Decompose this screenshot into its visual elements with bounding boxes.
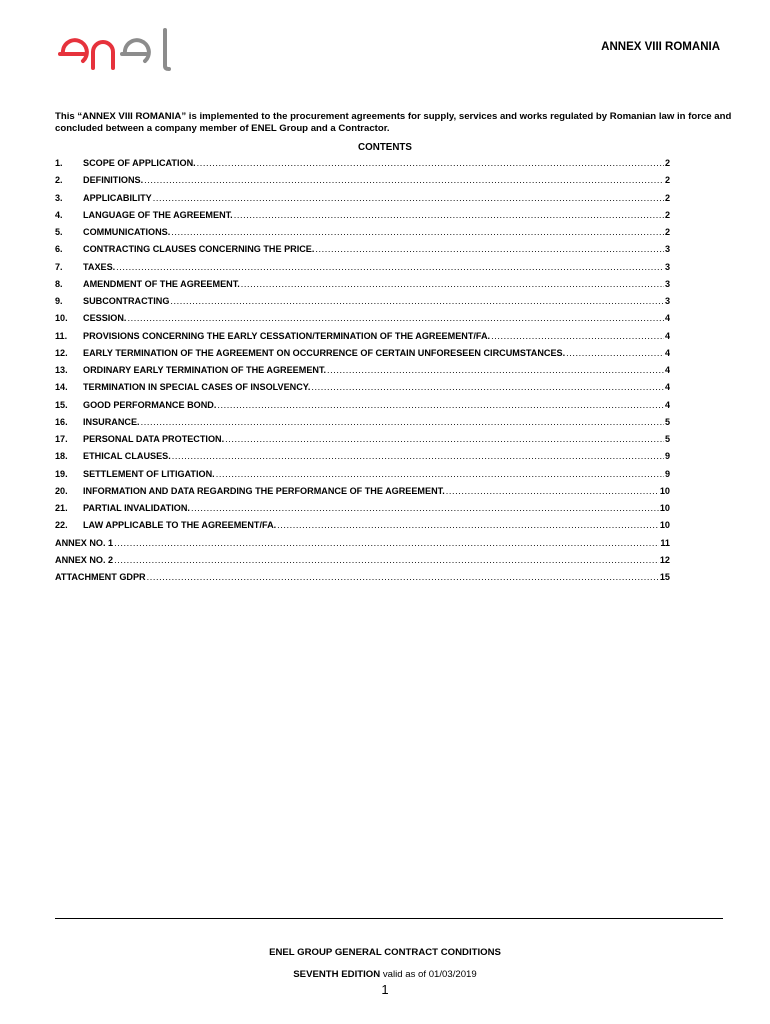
toc-label: DEFINITIONS. [83,175,144,186]
toc-row[interactable] [55,331,670,348]
toc-number: 3. [55,192,63,203]
toc-dot-leader [197,158,664,168]
toc-page-number: 10 [659,503,670,513]
toc-row[interactable] [55,365,670,382]
toc-dot-leader [172,451,664,461]
intro-paragraph: This “ANNEX VIII ROMANIA” is implemented to the procurement agreements for supply, services and works regulated by Romanian law in force and concluded between a company member of ENEL Group and a Contractor. [55,111,732,134]
toc-number: 7. [55,261,63,272]
toc-label: ANNEX NO. 1 [55,537,114,548]
toc-page-number: 2 [664,158,670,168]
toc-dot-leader [315,244,664,254]
toc-dot-leader [171,227,664,237]
toc-row[interactable] [55,227,670,244]
toc-label: GOOD PERFORMANCE BOND. [83,399,217,410]
toc-dot-leader [234,210,664,220]
toc-row[interactable] [55,451,670,468]
edition-label: SEVENTH EDITION [293,969,381,980]
toc-dot-leader [311,382,664,392]
toc-page-number: 10 [659,520,670,531]
toc-number: 18. [55,451,68,462]
toc-page-number: 5 [664,416,670,427]
toc-page-number: 10 [659,485,670,496]
toc-label: APPLICABILITY [83,192,152,203]
toc-row[interactable] [55,520,670,537]
enel-logo [57,26,185,74]
annex-title: ANNEX VIII ROMANIA [601,41,720,53]
toc-dot-leader [147,572,659,582]
toc-label: TERMINATION IN SPECIAL CASES OF INSOLVENCY. [83,382,311,393]
toc-row[interactable] [55,244,670,261]
toc-label: PERSONAL DATA PROTECTION. [83,434,225,444]
page-number: 1 [381,982,389,997]
toc-number: 22. [55,520,68,531]
toc-label: AMENDMENT OF THE AGREEMENT. [83,278,240,289]
toc-dot-leader [566,348,664,358]
toc-dot-leader [116,262,664,272]
toc-number: 6. [55,244,63,255]
toc-number: 21. [55,503,68,513]
toc-number: 1. [55,158,63,168]
toc-label: EARLY TERMINATION OF THE AGREEMENT ON OCCURRENCE OF CERTAIN UNFORESEEN CIRCUMSTANCES. [83,347,566,358]
toc-row[interactable] [55,193,670,210]
toc-label: COMMUNICATIONS. [83,227,171,237]
toc-dot-leader [114,555,659,565]
toc-dot-leader [144,175,664,185]
toc-dot-leader [446,486,659,496]
toc-page-number: 4 [664,365,670,375]
contents-heading: CONTENTS [358,142,412,153]
toc-page-number: 3 [664,244,670,255]
toc-row[interactable] [55,348,670,365]
toc-number: 10. [55,313,68,324]
toc-row[interactable] [55,538,670,555]
toc-dot-leader [170,296,664,306]
toc-page-number: 4 [664,347,670,358]
toc-dot-leader [191,503,659,513]
footer-title: ENEL GROUP GENERAL CONTRACT CONDITIONS [269,947,501,958]
toc-page-number: 3 [664,278,670,289]
footer-edition [0,969,770,980]
toc-row[interactable] [55,313,670,330]
toc-label: PARTIAL INVALIDATION. [83,503,190,513]
toc-row[interactable] [55,262,670,279]
toc-number: 13. [55,365,68,375]
toc-number: 15. [55,399,68,410]
toc-row[interactable] [55,158,670,175]
toc-label: ATTACHMENT GDPR [55,572,146,582]
toc-dot-leader [327,365,664,375]
toc-dot-leader [216,469,664,479]
toc-page-number: 4 [664,330,670,341]
toc-page-number: 9 [664,468,670,479]
toc-number: 9. [55,296,63,306]
toc-dot-leader [277,520,659,530]
toc-dot-leader [114,538,659,548]
toc-page-number: 4 [664,313,670,324]
toc-number: 8. [55,278,63,289]
toc-number: 14. [55,382,68,393]
toc-label: LANGUAGE OF THE AGREEMENT. [83,209,233,220]
toc-label: INFORMATION AND DATA REGARDING THE PERFORMANCE OF THE AGREEMENT. [83,485,445,496]
toc-row[interactable] [55,417,670,434]
toc-number: 16. [55,416,68,427]
toc-page-number: 4 [664,382,670,393]
toc-label: CONTRACTING CLAUSES CONCERNING THE PRICE. [83,244,315,255]
toc-number: 12. [55,347,68,358]
toc-row[interactable] [55,486,670,503]
toc-number: 19. [55,468,68,479]
toc-row[interactable] [55,555,670,572]
toc-label: TAXES. [83,261,116,272]
toc-page-number: 2 [664,227,670,237]
toc-number: 5. [55,227,63,237]
toc-row[interactable] [55,175,670,192]
footer-divider [55,918,723,919]
toc-label: SUBCONTRACTING [83,296,170,306]
toc-row[interactable] [55,279,670,296]
toc-page-number: 15 [659,572,670,582]
toc-label: INSURANCE. [83,416,140,427]
toc-row[interactable] [55,296,670,313]
toc-number: 11. [55,330,68,341]
edition-valid: valid as of 01/03/2019 [380,969,477,980]
toc-page-number: 3 [664,296,670,306]
toc-row[interactable] [55,382,670,399]
toc-label: ANNEX NO. 2 [55,554,114,565]
toc-dot-leader [217,400,664,410]
toc-row[interactable] [55,469,670,486]
toc-page-number: 9 [664,451,670,462]
toc-number: 2. [55,175,63,186]
toc-dot-leader [127,313,663,323]
toc-label: SCOPE OF APPLICATION. [83,158,196,168]
table-of-contents [55,158,670,589]
toc-label: SETTLEMENT OF LITIGATION. [83,468,215,479]
toc-label: LAW APPLICABLE TO THE AGREEMENT/FA. [83,520,277,531]
toc-dot-leader [491,331,664,341]
toc-label: PROVISIONS CONCERNING THE EARLY CESSATION/TERMINATION OF THE AGREEMENT/FA. [83,330,491,341]
toc-row[interactable] [55,503,670,520]
toc-page-number: 5 [664,434,670,444]
toc-page-number: 2 [664,175,670,186]
toc-page-number: 2 [664,192,670,203]
toc-dot-leader [225,434,664,444]
toc-dot-leader [153,193,664,203]
toc-row[interactable] [55,400,670,417]
toc-row[interactable] [55,210,670,227]
toc-label: ETHICAL CLAUSES. [83,451,171,462]
toc-label: CESSION. [83,313,127,324]
toc-label: ORDINARY EARLY TERMINATION OF THE AGREEMENT. [83,365,327,375]
toc-page-number: 12 [659,554,670,565]
toc-page-number: 2 [664,209,670,220]
toc-page-number: 11 [660,537,670,548]
toc-page-number: 3 [664,261,670,272]
toc-page-number: 4 [664,399,670,410]
toc-number: 4. [55,209,63,220]
toc-row[interactable] [55,434,670,451]
toc-number: 17. [55,434,68,444]
toc-row[interactable] [55,572,670,589]
toc-dot-leader [141,417,664,427]
toc-number: 20. [55,485,68,496]
toc-dot-leader [241,279,664,289]
